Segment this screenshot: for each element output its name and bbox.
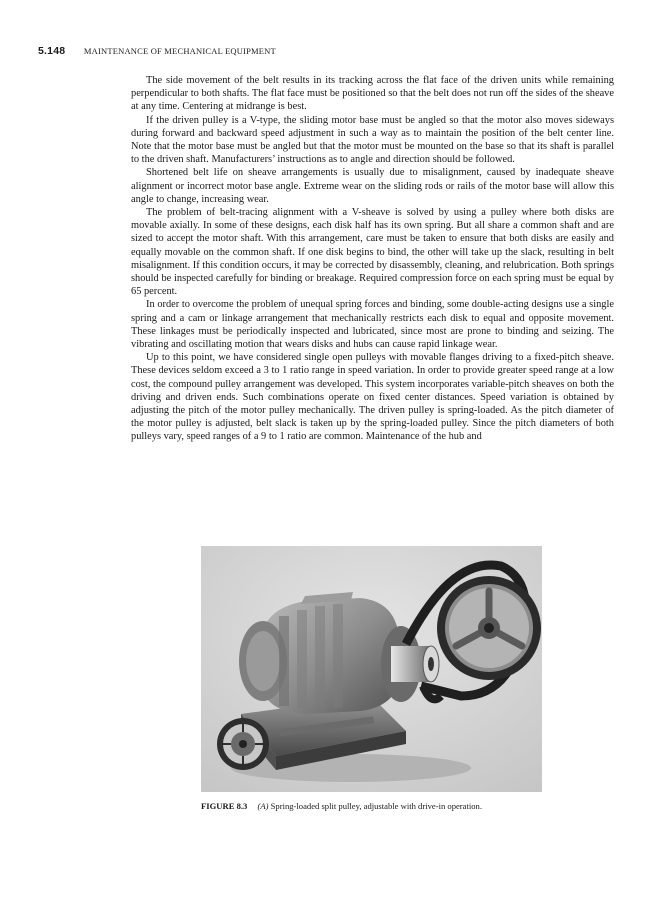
running-head: MAINTENANCE OF MECHANICAL EQUIPMENT (83, 46, 276, 56)
paragraph: Shortened belt life on sheave arrangements is usually due to misalignment, caused by inadequate sheave alignment or incorrect motor base angle. Extreme wear on the sliding rods or rails of the motor base will allow this angle to change, increasing wear. (131, 167, 614, 205)
figure-label: FIGURE 8.3 (201, 801, 248, 811)
figure-caption-text: Spring-loaded split pulley, adjustable with drive-in operation. (270, 801, 483, 811)
paragraph: In order to overcome the problem of unequal spring forces and binding, some double-acting designs use a single spring and a cam or linkage arrangement that mechanically restricts each disk to equal and opposite movement. These linkages must be periodically inspected and lubricated, since most are prone to binding and seizing. The vibrating and oscillating motion that wears disks and hubs can cause rapid linkage wear. (131, 299, 614, 351)
paragraph: The side movement of the belt results in its tracking across the flat face of the driven units while remaining perpendicular to both shafts. The flat face must be positioned so that the belt does not run off the sides of the sheave at any time. Centering at midrange is best. (131, 75, 614, 113)
motor-pulley-illustration (201, 546, 542, 792)
paragraph: Up to this point, we have considered single open pulleys with movable flanges driving to a fixed-pitch sheave. These devices seldom exceed a 3 to 1 ratio range in speed variation. In order to provide greater speed range at a low cost, the compound pulley arrangement was developed. This system incorporates variable-pitch sheaves on both the driving and driven ends. Such combinations operate on fixed center distances. Speed variation is obtained by adjusting the pitch of the motor pulley mechanically. The driven pulley is spring-loaded. As the pitch diameter of the motor pulley is adjusted, belt slack is taken up by the spring-loaded pulley. Since the pitch diameters of both pulleys vary, speed ranges of a 9 to 1 ratio are common. Maintenance of the hub and (131, 352, 614, 443)
paragraph: If the driven pulley is a V-type, the sliding motor base must be angled so that the motor also moves sideways during forward and backward speed adjustment in such a way as to maintain the position of the belt center line. Note that the motor base must be angled but that the motor must be mounted on the base so that its shaft is parallel to the driven shaft. Manufacturers’ instructions as to angle and direction should be followed. (131, 114, 614, 166)
paragraph: The problem of belt-tracing alignment with a V-sheave is solved by using a pulley where both disks are movable axially. In some of these designs, each disk half has its own spring. But all share a common shaft and are sized to accept the motor shaft. With this arrangement, care must be taken to ensure that both disks are easily and equally movable on the common shaft. If one disk begins to bind, the other will take up the slack, resulting in belt misalignment. If this condition occurs, it may be corrected by disassembly, cleaning, and relubrication. Both springs should be inspected carefully for binding or breakage. Required compression force on each spring must be equal by 65 percent. (131, 207, 614, 298)
figure-photo (201, 546, 542, 792)
page-number: 5.148 (38, 45, 66, 57)
figure-sublabel: (A) (257, 801, 269, 811)
body-text (131, 74, 614, 444)
page-header (38, 45, 628, 61)
figure-caption (201, 801, 601, 811)
